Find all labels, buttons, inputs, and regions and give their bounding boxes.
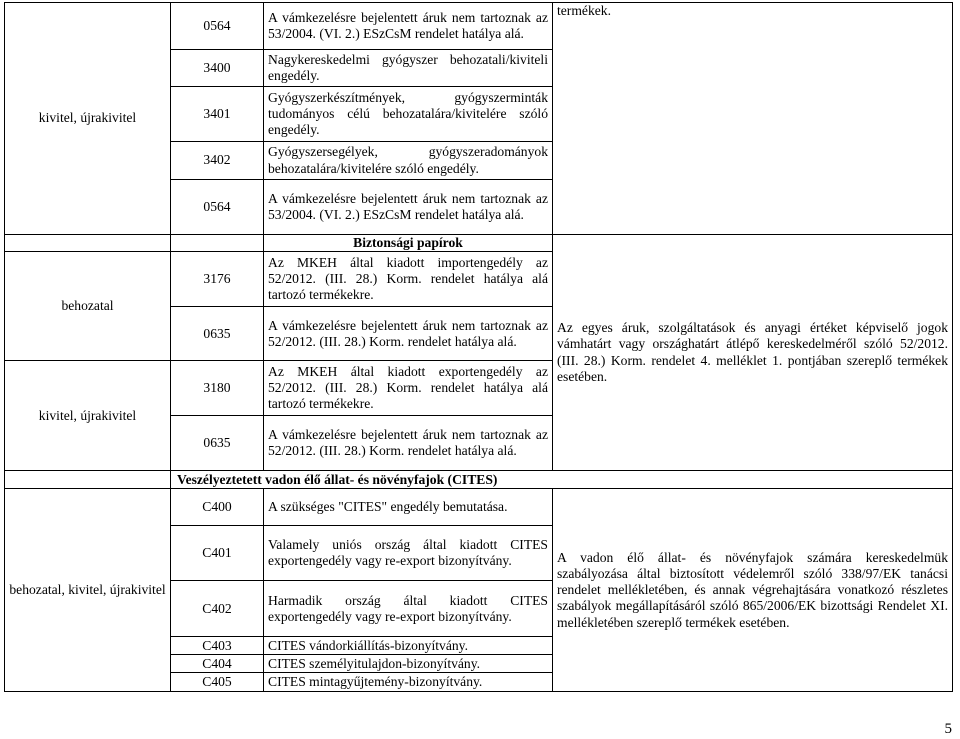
- note-cell: A vadon élő állat- és növényfajok számára kereskedelmük szabályozása által biztosított védelemről szóló 338/97/EK tanácsi rendelet mellékletében, és annak végrehajtására vonatkozó részletes szabályok megállapításáról szóló 865/2006/EK bizottsági Rendelet XI. mellékletében szereplő termékek esetében.: [553, 489, 953, 692]
- code-cell: C404: [171, 655, 264, 673]
- code-cell: 3402: [171, 142, 264, 180]
- code-cell: C400: [171, 489, 264, 526]
- description-cell: Gyógyszersegélyek, gyógyszeradományok behozatalára/kivitelére szóló engedély.: [264, 142, 553, 180]
- description-cell: Nagykereskedelmi gyógyszer behozatali/kiviteli engedély.: [264, 50, 553, 87]
- table-row: [5, 489, 953, 526]
- description-cell: Az MKEH által kiadott exportengedély az 52/2012. (III. 28.) Korm. rendelet hatálya alá tartozó termékekre.: [264, 361, 553, 416]
- direction-cell: behozatal, kivitel, újrakivitel: [5, 489, 171, 692]
- description-cell: Gyógyszerkészítmények, gyógyszerminták tudományos célú behozatalára/kivitelére szóló engedély.: [264, 87, 553, 142]
- code-cell: 0564: [171, 3, 264, 50]
- empty-cell: [5, 471, 171, 489]
- code-cell: 3180: [171, 361, 264, 416]
- description-cell: A vámkezelésre bejelentett áruk nem tartoznak az 53/2004. (VI. 2.) ESzCsM rendelet hatálya alá.: [264, 3, 553, 50]
- note-cell: termékek.: [553, 3, 953, 235]
- code-cell: 3401: [171, 87, 264, 142]
- description-cell: A vámkezelésre bejelentett áruk nem tartoznak az 52/2012. (III. 28.) Korm. rendelet hatálya alá.: [264, 307, 553, 361]
- code-cell: 0635: [171, 416, 264, 471]
- code-cell: C405: [171, 673, 264, 692]
- description-cell: CITES személyitulajdon-bizonyítvány.: [264, 655, 553, 673]
- note-cell: Az egyes áruk, szolgáltatások és anyagi értéket képviselő jogok vámhatárt vagy országhatárt átlépő kereskedelméről szóló 52/2012. (III. 28.) Korm. rendelet 4. melléklet 1. pontjában szereplő termékek esetében.: [553, 235, 953, 471]
- document-table: [4, 2, 953, 692]
- code-cell: C401: [171, 526, 264, 581]
- description-cell: A vámkezelésre bejelentett áruk nem tartoznak az 52/2012. (III. 28.) Korm. rendelet hatálya alá.: [264, 416, 553, 471]
- code-cell: C402: [171, 581, 264, 637]
- direction-cell: kivitel, újrakivitel: [5, 3, 171, 235]
- page-number: 5: [944, 721, 952, 737]
- code-cell: 3176: [171, 252, 264, 307]
- code-cell: 0564: [171, 180, 264, 235]
- code-cell: 3400: [171, 50, 264, 87]
- description-cell: Az MKEH által kiadott importengedély az 52/2012. (III. 28.) Korm. rendelet hatálya alá tartozó termékekre.: [264, 252, 553, 307]
- direction-cell: behozatal: [5, 252, 171, 361]
- empty-cell: [171, 235, 264, 252]
- empty-cell: [5, 235, 171, 252]
- section-title: Biztonsági papírok: [264, 235, 553, 252]
- description-cell: A vámkezelésre bejelentett áruk nem tartoznak az 53/2004. (VI. 2.) ESzCsM rendelet hatálya alá.: [264, 180, 553, 235]
- description-cell: Harmadik ország által kiadott CITES exportengedély vagy re-export bizonyítvány.: [264, 581, 553, 637]
- description-cell: A szükséges "CITES" engedély bemutatása.: [264, 489, 553, 526]
- description-cell: CITES mintagyűjtemény-bizonyítvány.: [264, 673, 553, 692]
- description-cell: CITES vándorkiállítás-bizonyítvány.: [264, 637, 553, 655]
- direction-cell: kivitel, újrakivitel: [5, 361, 171, 471]
- code-cell: 0635: [171, 307, 264, 361]
- table-row: [5, 471, 953, 489]
- section-title: Veszélyeztetett vadon élő állat- és növényfajok (CITES): [171, 471, 953, 489]
- table-row: [5, 235, 953, 252]
- description-cell: Valamely uniós ország által kiadott CITES exportengedély vagy re-export bizonyítvány.: [264, 526, 553, 581]
- table-row: [5, 3, 953, 50]
- code-cell: C403: [171, 637, 264, 655]
